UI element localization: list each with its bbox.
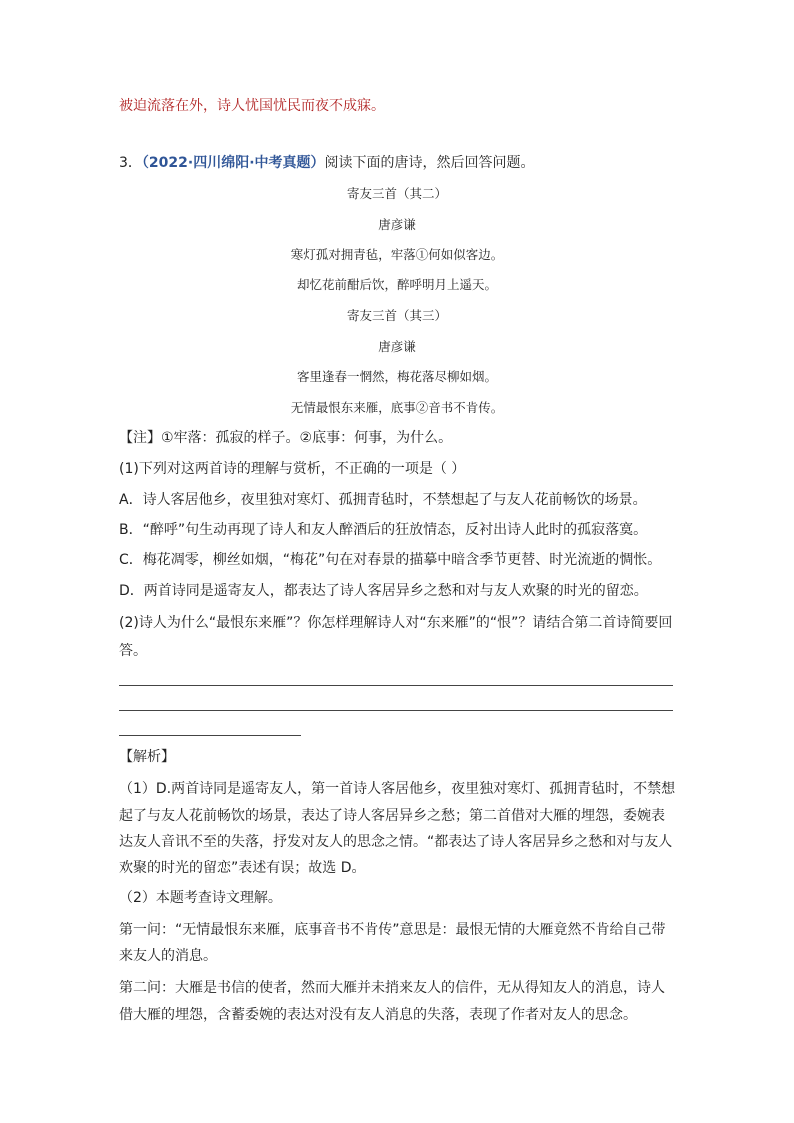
answer-line-3: [119, 735, 301, 736]
question-heading: [119, 152, 535, 174]
sub-question-2-line-1: (2)诗人为什么“最恨东来雁”？你怎样理解诗人对“东来雁”的“恨”？请结合第二首诗简要回: [119, 615, 673, 631]
question-prompt: 阅读下面的唐诗，然后回答问题。: [324, 155, 535, 171]
sub-question-2-line-2: 答。: [119, 643, 147, 659]
poem-1-line-1: 寒灯孤对拥青毡，牢落①何如似客边。: [290, 247, 504, 262]
intro-line: 被迫流落在外，诗人忧国忧民而夜不成寐。: [119, 98, 385, 114]
option-b: B．“醉呼”句生动再现了诗人和友人醉酒后的狂放情态，反衬出诗人此时的孤寂落寞。: [119, 522, 648, 538]
analysis-p1-line-4: 欢聚的时光的留恋”表述有误；故选 D。: [119, 860, 366, 876]
poem-2-line-2: 无情最恨东来雁，底事②音书不肯传。: [290, 400, 504, 415]
poem-2-title: 寄友三首（其三）: [346, 308, 447, 323]
analysis-p2: （2）本题考查诗文理解。: [119, 890, 282, 906]
answer-line-1: [119, 685, 673, 686]
sub-question-1-stem: (1)下列对这两首诗的理解与赏析，不正确的一项是（ ）: [119, 461, 466, 477]
poem-1-title: 寄友三首（其二）: [346, 186, 447, 201]
poem-1-author: 唐彦谦: [378, 217, 416, 232]
analysis-p4-line-2: 借大雁的埋怨，含蓄委婉的表达对没有友人消息的失落，表现了作者对友人的思念。: [119, 1007, 637, 1023]
analysis-p1-line-3: 达友人音讯不至的失落，抒发对友人的思念之情。“都表达了诗人客居异乡之愁和对与友人: [119, 834, 673, 850]
answer-line-2: [119, 710, 673, 711]
note: 【注】①牢落：孤寂的样子。②底事：何事，为什么。: [119, 430, 453, 446]
option-d: D．两首诗同是遥寄友人，都表达了诗人客居异乡之愁和对与友人欢聚的时光的留恋。: [119, 583, 648, 599]
poem-1-line-2: 却忆花前酣后饮，醉呼明月上遥天。: [296, 277, 497, 292]
analysis-p1-line-1: （1）D.两首诗同是遥寄友人，第一首诗人客居他乡，夜里独对寒灯、孤拥青毡时，不禁想: [119, 781, 676, 797]
analysis-p3-line-1: 第一问：“无情最恨东来雁，底事音书不肯传”意思是：最恨无情的大雁竟然不肯给自己带: [119, 922, 666, 938]
poem-2-author: 唐彦谦: [378, 339, 416, 354]
poem-2-line-1: 客里逢春一惘然，梅花落尽柳如烟。: [296, 369, 497, 384]
analysis-p3-line-2: 来友人的消息。: [119, 948, 217, 964]
analysis-p1-line-2: 起了与友人花前畅饮的场景，表达了诗人客居异乡之愁；第二首借对大雁的埋怨，委婉表: [119, 808, 665, 824]
option-c: C．梅花凋零，柳丝如烟，“梅花”句在对春景的描摹中暗含季节更替、时光流逝的惆怅。: [119, 552, 662, 568]
question-number: 3．: [119, 155, 142, 171]
option-a: A．诗人客居他乡，夜里独对寒灯、孤拥青毡时，不禁想起了与友人花前畅饮的场景。: [119, 492, 647, 508]
question-source: （2022·四川绵阳·中考真题）: [141, 155, 325, 171]
analysis-heading: 【解析】: [119, 749, 175, 765]
analysis-p4-line-1: 第二问：大雁是书信的使者，然而大雁并未捎来友人的信件，无从得知友人的消息，诗人: [119, 980, 665, 996]
